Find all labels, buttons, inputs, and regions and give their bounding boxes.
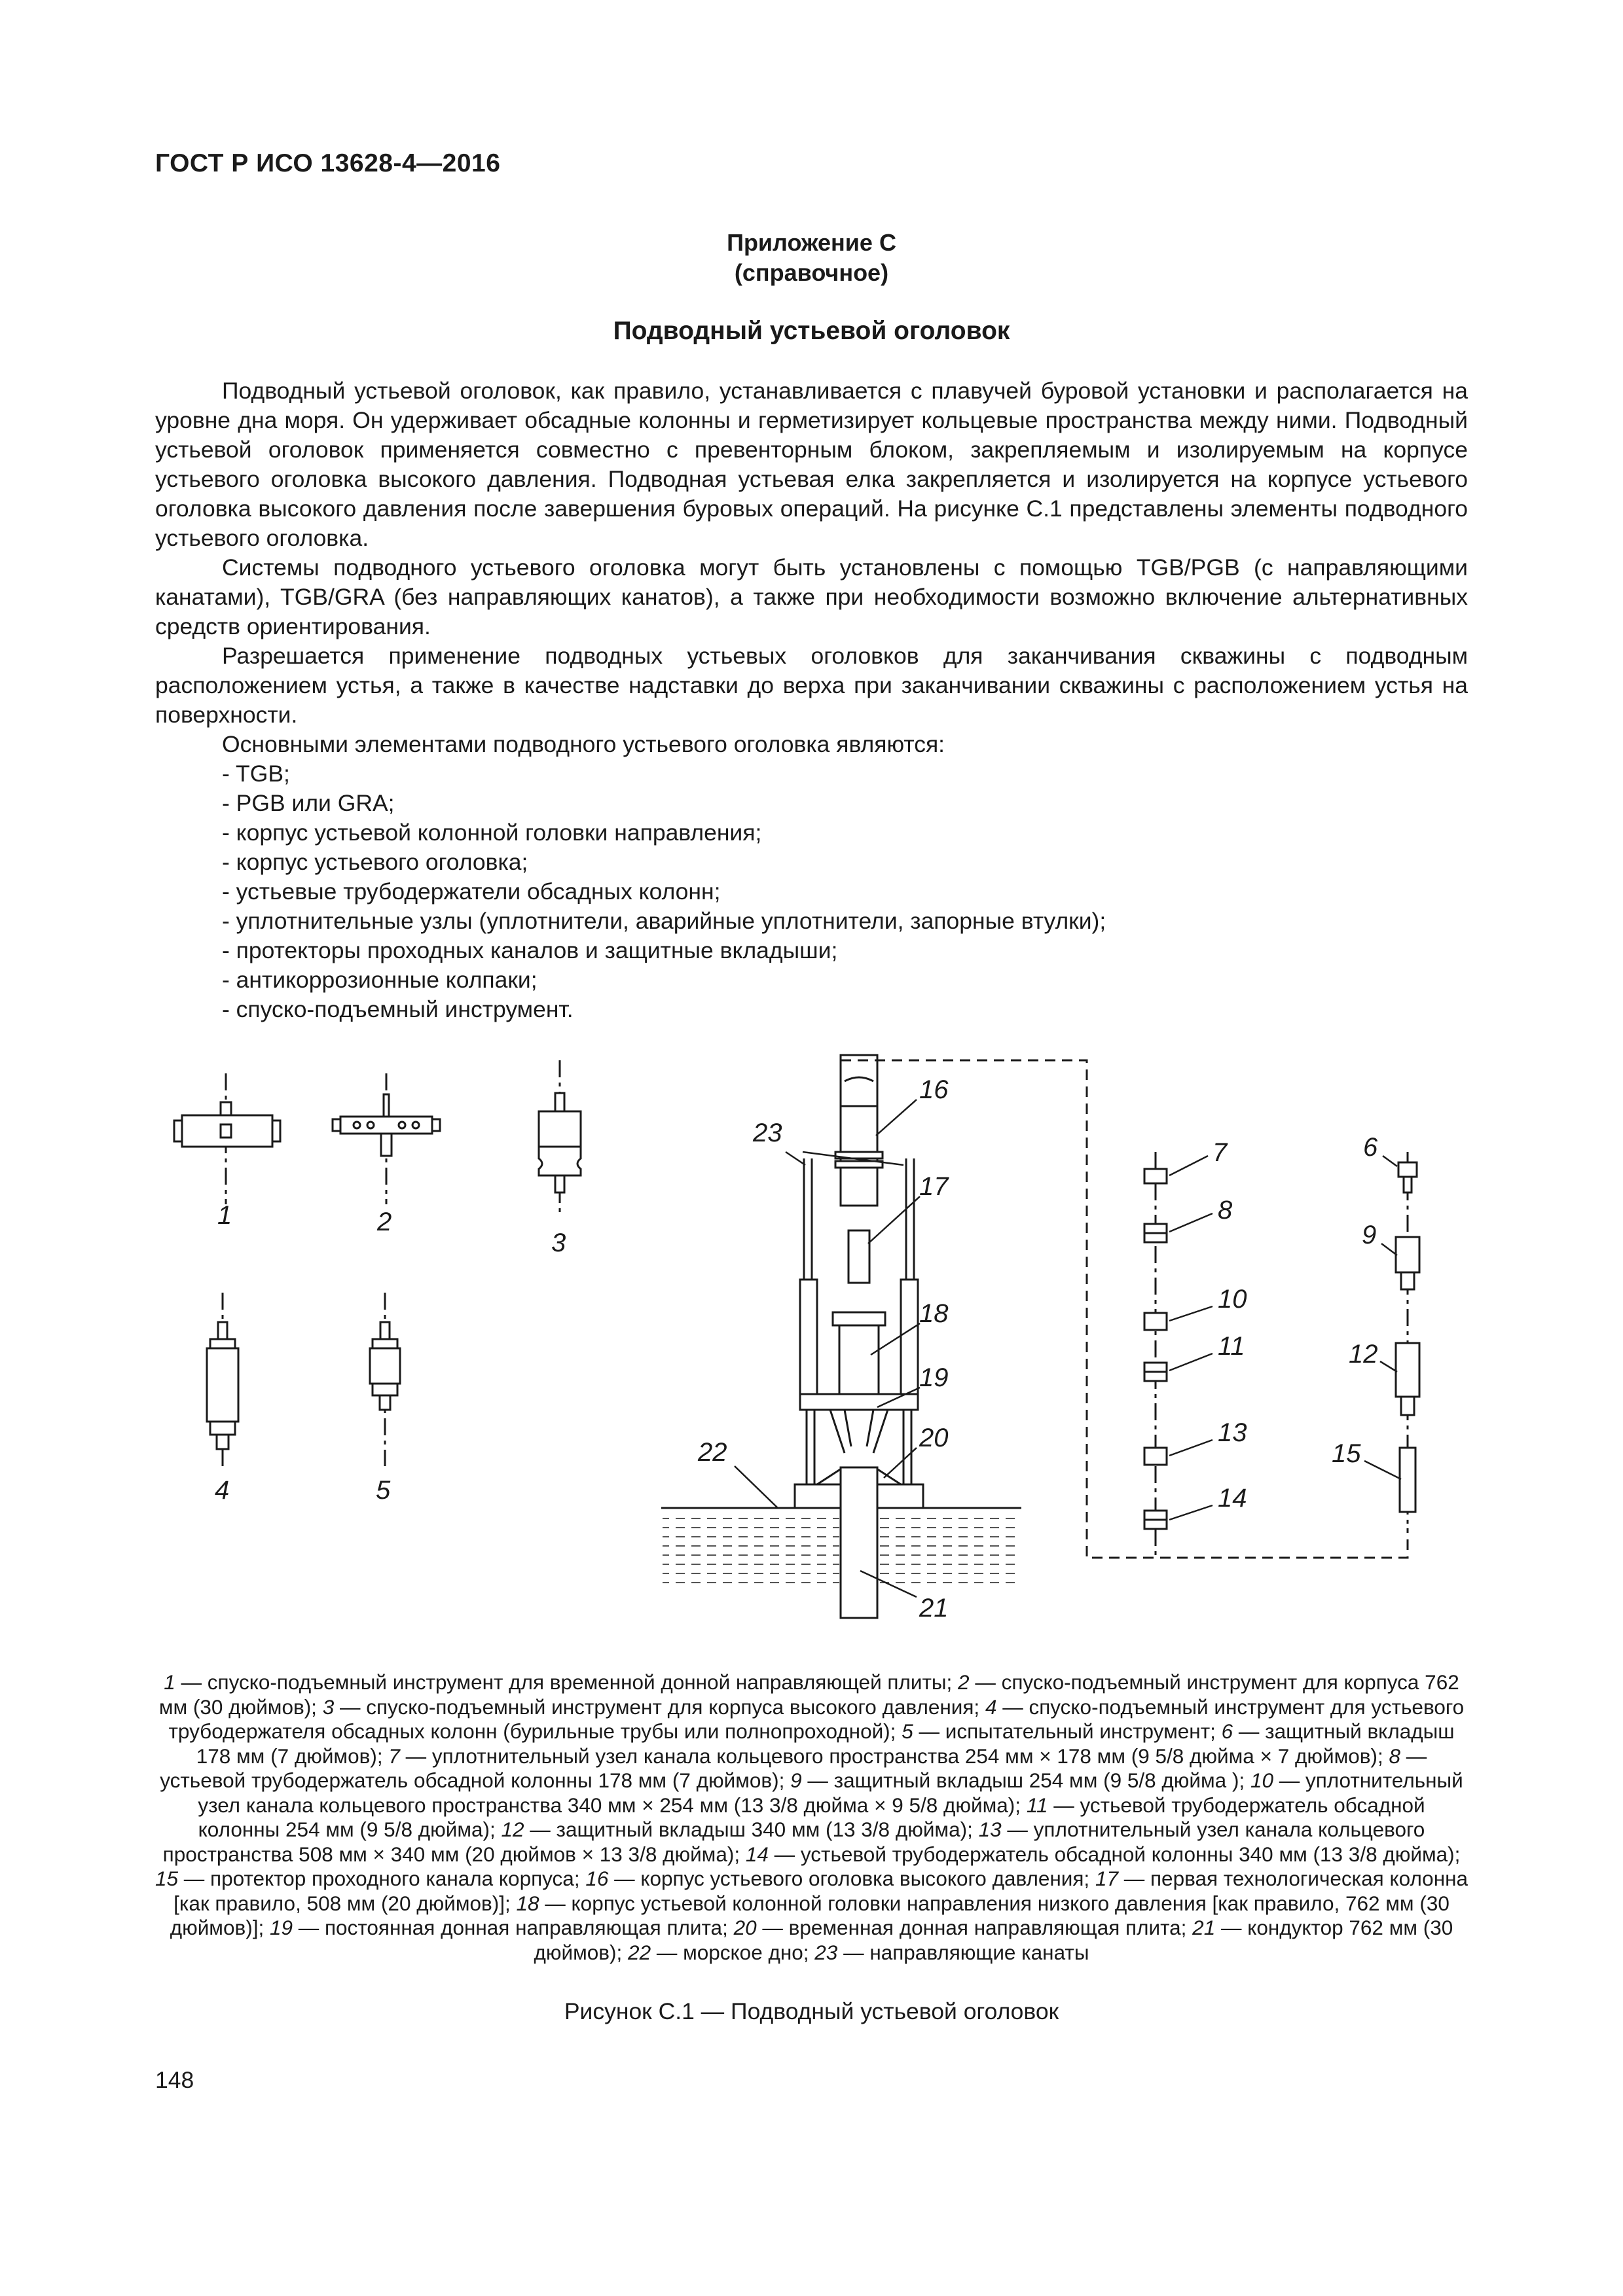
figure-label: 4 <box>215 1476 230 1505</box>
legend-item: 5 — испытательный инструмент; <box>902 1719 1222 1743</box>
figure-label: 23 <box>753 1119 782 1147</box>
wellhead-figure <box>0 1041 1623 1669</box>
paragraph: Разрешается применение подводных устьевых оголовков для заканчивания скважины с подводным расположением устья, а также в качестве надставки до верха при заканчивании скважины с расположением устья на поверхности. <box>155 643 1468 728</box>
figure-label: 11 <box>1218 1332 1245 1361</box>
figure-caption: Рисунок С.1 — Подводный устьевой оголовок <box>564 1998 1059 2024</box>
elements-list <box>155 759 1468 1024</box>
legend-item: 8 — устьевой трубодержатель обсадной колонны 178 мм (7 дюймов); <box>160 1744 1427 1792</box>
legend-item: 6 — защитный вкладыш 178 мм (7 дюймов); <box>196 1719 1455 1768</box>
figure-label: 20 <box>919 1424 949 1452</box>
list-item: - TGB; <box>222 761 290 787</box>
figure-label: 9 <box>1362 1221 1377 1249</box>
annex-note: (справочное) <box>734 259 889 286</box>
document-header: ГОСТ Р ИСО 13628-4—2016 <box>155 149 501 177</box>
paragraph: Основными элементами подводного устьевого оголовка являются: <box>222 731 945 757</box>
figure-label: 2 <box>377 1208 392 1236</box>
list-item: - устьевые трубодержатели обсадных колонн; <box>222 878 721 905</box>
page-number: 148 <box>155 2067 194 2093</box>
legend-item: 2 — спуско-подъемный инструмент для корпуса 762 мм (30 дюймов); <box>158 1670 1459 1719</box>
legend-item: 12 — защитный вкладыш 340 мм (13 3/8 дюйма); <box>501 1818 979 1841</box>
running-tool-3 <box>539 1060 581 1217</box>
list-item: - корпус устьевого оголовка; <box>222 849 528 875</box>
list-item: - корпус устьевой колонной головки направления; <box>222 819 762 846</box>
figure-legend <box>155 1670 1468 1965</box>
legend-item: 1 — спуско-подъемный инструмент для временной донной направляющей плиты; <box>164 1670 958 1694</box>
list-item: - уплотнительные узлы (уплотнители, аварийные уплотнители, запорные втулки); <box>222 908 1106 934</box>
list-item: - антикоррозионные колпаки; <box>222 967 538 993</box>
legend-item: 7 — уплотнительный узел канала кольцевого пространства 254 мм × 178 мм (9 5/8 дюйма × 7 дюймов); <box>388 1744 1389 1768</box>
legend-item: 14 — устьевой трубодержатель обсадной колонны 340 мм (13 3/8 дюйма); <box>745 1842 1461 1866</box>
paragraph: Системы подводного устьевого оголовка могут быть установлены с помощью TGB/PGB (с направляющими канатами), TGB/GRA (без направляющих канатов), а также при необходимости возможно включение альтернативных средств ориентирования. <box>155 554 1468 639</box>
legend-item: 9 — защитный вкладыш 254 мм (9 5/8 дюйма ); <box>790 1768 1250 1792</box>
figure-label: 22 <box>698 1438 727 1467</box>
legend-item: 4 — спуско-подъемный инструмент для устьевого трубодержателя обсадных колонн (бурильные трубы или полнопроходной); <box>168 1695 1465 1743</box>
legend-item: 17 — первая технологическая колонна [как правило, 508 мм (20 дюймов)]; <box>173 1867 1468 1915</box>
legend-item: 15 — протектор проходного канала корпуса; <box>155 1867 586 1890</box>
figure-label: 10 <box>1218 1285 1247 1314</box>
legend-item: 16 — корпус устьевого оголовка высокого давления; <box>585 1867 1095 1890</box>
figure-label: 8 <box>1218 1196 1233 1225</box>
legend-item: 20 — временная донная направляющая плита; <box>733 1916 1193 1939</box>
figure-label: 15 <box>1332 1439 1361 1468</box>
legend-item: 21 — кондуктор 762 мм (30 дюймов); <box>534 1916 1453 1964</box>
figure-label: 17 <box>919 1172 949 1201</box>
figure-label: 14 <box>1218 1484 1247 1513</box>
legend-item: 11 — устьевой трубодержатель обсадной колонны 254 мм (9 5/8 дюйма); <box>198 1793 1425 1841</box>
legend-item: 18 — корпус устьевой колонной головки направления низкого давления [как правило, 762 мм (30 дюймов)]; <box>170 1891 1450 1939</box>
figure-label: 3 <box>551 1229 566 1257</box>
figure-label: 13 <box>1218 1418 1247 1447</box>
running-tool-4 <box>207 1293 238 1466</box>
figure-label: 21 <box>919 1594 949 1623</box>
figure-label: 16 <box>919 1075 949 1104</box>
legend-item: 13 — уплотнительный узел канала кольцевого пространства 508 мм × 340 мм (20 дюймов × 13 3/8 дюйма); <box>162 1818 1425 1866</box>
paragraph: Подводный устьевой оголовок, как правило, устанавливается с плавучей буровой установки и располагается на уровне дна моря. Он удерживает обсадные колонны и герметизирует кольцевые пространства между ними. Подводный устьевой оголовок применяется совместно с превенторным блоком, закрепляемым и изолируемым на корпусе устьевого оголовка высокого давления. Подводная устьевая елка закрепляется и изолируется на корпусе устьевого оголовка высокого давления после завершения буровых операций. На рисунке С.1 представлены элементы подводного устьевого оголовка. <box>155 378 1468 551</box>
components-column-1 <box>1144 1152 1167 1558</box>
running-tool-1 <box>174 1073 280 1204</box>
list-item: - PGB или GRA; <box>222 790 395 816</box>
list-item: - спуско-подъемный инструмент. <box>222 996 574 1022</box>
legend-item: 19 — постоянная донная направляющая плита; <box>269 1916 734 1939</box>
figure-label: 1 <box>217 1201 232 1230</box>
figure-label: 12 <box>1349 1340 1378 1369</box>
legend-item: 22 — морское дно; <box>628 1940 815 1964</box>
legend-item: 23 — направляющие канаты <box>814 1940 1089 1964</box>
components-column-2 <box>1396 1152 1419 1532</box>
figure-label: 18 <box>919 1299 949 1328</box>
test-tool-5 <box>370 1293 400 1466</box>
legend-item: 10 — уплотнительный узел канала кольцевого пространства 340 мм × 254 мм (13 3/8 дюйма × 9 5/8 дюйма); <box>198 1768 1463 1817</box>
legend-item: 3 — спуско-подъемный инструмент для корпуса высокого давления; <box>322 1695 985 1719</box>
body-text <box>155 376 1468 1024</box>
section-title: Подводный устьевой оголовок <box>613 317 1010 345</box>
figure-label: 7 <box>1213 1138 1228 1167</box>
list-item: - протекторы проходных каналов и защитные вкладыши; <box>222 937 838 963</box>
figure-label: 6 <box>1363 1133 1378 1162</box>
figure-label: 19 <box>919 1363 949 1392</box>
running-tool-2 <box>333 1073 440 1204</box>
figure-label: 5 <box>376 1476 391 1505</box>
annex-title: Приложение С <box>727 229 896 256</box>
